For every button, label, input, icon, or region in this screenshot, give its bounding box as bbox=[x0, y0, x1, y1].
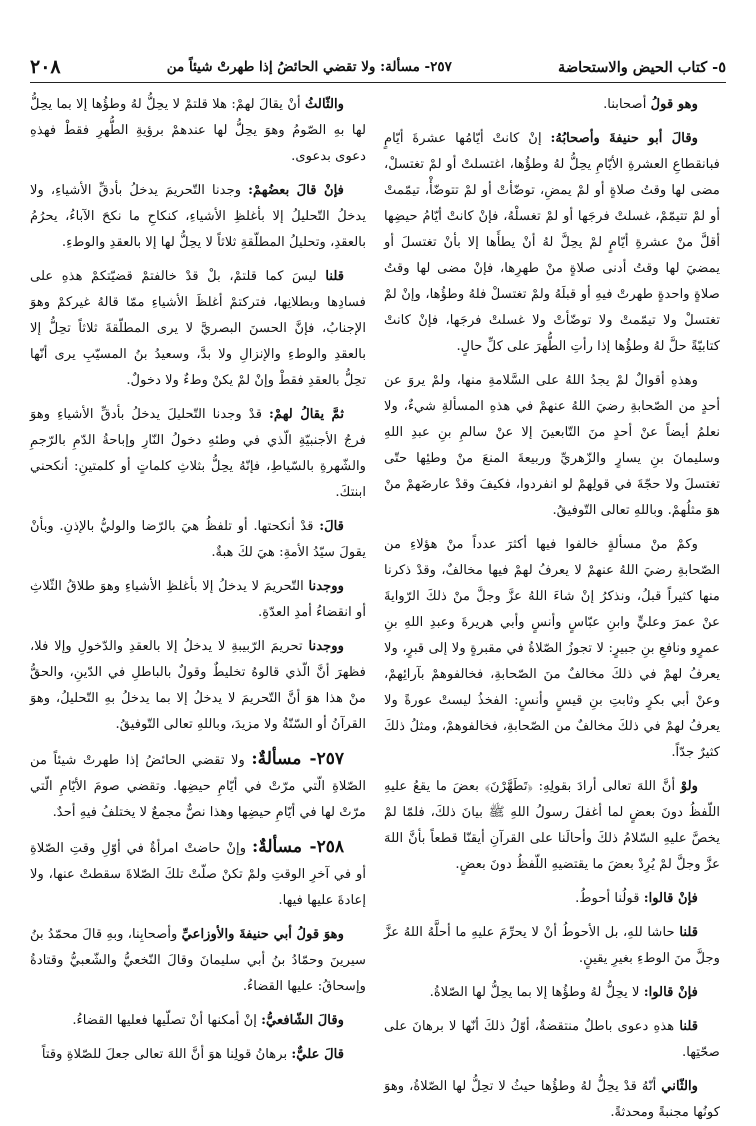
paragraph-lead: ثمَّ يقالُ لهمْ: bbox=[269, 407, 344, 422]
paragraph-text: حاشا للهِ، بل الأحوطُ أنْ لا يحرِّمَ عليهِ ما أحلَّهُ اللهُ عزَّ وجلَّ منَ الوطءِ بغيرِ يقينٍ. bbox=[384, 925, 720, 966]
paragraph-text: قدْ أنكحتها. أو تلفظُ هيَ بالرّضا والوليُّ بالإذنِ. وبأنْ يقولَ سيّدُ الأمةِ: هيَ لكَ هبةٌ. bbox=[30, 519, 366, 560]
paragraph bbox=[30, 1008, 366, 1034]
section-heading-257 bbox=[30, 746, 366, 826]
paragraph-lead: فإنْ قالوا: bbox=[643, 891, 698, 906]
paragraph-lead: قلنا bbox=[679, 1019, 698, 1034]
section-title: ٢٥٧- مسألة: ولا تقضي الحائضُ إذا طهرتْ شيئاً من bbox=[166, 59, 452, 75]
section-heading-258 bbox=[30, 834, 366, 914]
left-column bbox=[30, 92, 366, 1102]
paragraph-lead: فإنْ قالَ بعضُهمْ: bbox=[248, 183, 344, 198]
section-number: ٢٥٨- مسألةٌ: bbox=[251, 837, 344, 857]
paragraph-lead: قلنا bbox=[679, 925, 698, 940]
paragraph-text: وكمْ منْ مسألةٍ خالفوا فيها أكثرَ عدداً منْ هؤلاءِ من الصّحابةِ رضيَ اللهُ عنهمْ لا يعرفُ لهمْ فيها مخالفٌ، وقدْ ذكرنا منها كثيراً قبلُ، ونذكرُ إنْ شاءَ اللهُ عزَّ وجلَّ منْ ذلكَ الرّوايةَ عنْ عمرَ وعليٍّ وابنِ عبّاسٍ وأنسٍ وأبي هريرةَ وعبدِ اللهِ بنِ عمرٍو ونافعِ بنِ جبيرٍ: لا تجوزُ الصّلاةُ في مقبرةٍ ولا إلى قبرٍ، ولا يعرفُ لهمْ في ذلكَ مخالفٌ منَ الصّحابةِ، فخالفوهمْ بآرائِهمْ، وعنْ أبي بكرٍ وثابتِ بنِ قيسٍ وأنسٍ: الفخذُ ليستْ عورةً ولا يعرفُ لهمْ في ذلكَ مخالفٌ من الصّحابةِ، فخالفوهمْ، ومثلُ ذلكَ كثيرٌ جدّاً. bbox=[384, 537, 720, 760]
paragraph-text: أنّهُ قدْ يحِلُّ لهُ وطؤُها حيثُ لا تحِلُّ لها الصّلاةُ، وهوَ كونُها مجنبةً ومحدثةً. bbox=[384, 1079, 720, 1120]
paragraph-text: تحريمَ الرّبيبةِ لا يدخلُ إلا بالعقدِ والدّخولِ وإلا فلا، فظهرَ أنَّ الّذي قالوهُ تخليطٌ وقولٌ بالباطلِ في الدّينِ، والحقُّ منْ هذا هوَ أنَّ التّحريمَ لا يدخلُ إلا بما يدخلُ بهِ التّحليلُ، وهوَ القرآنُ أو السّنّةُ ولا مزيدَ، وباللهِ تعالى التّوفيقُ. bbox=[30, 639, 366, 732]
paragraph-lead: وقالَ أبو حنيفةَ وأصحابُهُ: bbox=[550, 131, 698, 146]
paragraph-lead: قلنا bbox=[325, 269, 344, 284]
paragraph bbox=[30, 178, 366, 256]
paragraph-lead: ووجدنا bbox=[308, 579, 344, 594]
paragraph-text: أنَّ اللهَ تعالى أرادَ بقولِهِ: ﴿تَطَهَّرْنَ﴾ بعضَ ما يقعُ عليهِ اللّفظُ دونَ بعضٍ لما أغفلَ رسولُ اللهِ ﷺ بيانَ ذلكَ، فلمّا لمْ يخصَّ عليهِ السّلامُ ذلكَ وأحالَنا على القرآنِ أيقنّا قطعاً بأنَّ اللهَ عزَّ وجلَّ لمْ يُرِدْ بعضَ ما يقتضيهِ اللّفظُ دونَ بعضٍ. bbox=[384, 779, 720, 872]
paragraph-text: التّحريمَ لا يدخلُ إلا بأغلظِ الأشياءِ وهوَ طلاقُ الثّلاثِ أو انقضاءُ أمدِ العدّةِ. bbox=[30, 579, 366, 620]
paragraph-lead: قالَ: bbox=[319, 519, 344, 534]
paragraph-text: قدْ وجدنا التّحليلَ يدخلُ بأدقِّ الأشياءِ وهوَ فرجُ الأجنبيّةِ الّذي في وطئهِ دخولُ النّارِ وإباحةُ الدّمِ بالرّجمِ والشّهرةِ بالسّياطِ، فإنّهُ يحِلُّ بثلاثِ كلماتٍ أو كلمتينِ: أنكحني ابنتكَ. bbox=[30, 407, 366, 500]
paragraph bbox=[384, 920, 720, 972]
paragraph-text: برهانُ قولِنا هوَ أنَّ اللهَ تعالى جعلَ للصّلاةِ وقتاً bbox=[41, 1047, 292, 1062]
paragraph bbox=[30, 922, 366, 1000]
running-header bbox=[30, 52, 726, 83]
paragraph-text: ولا تقضي الحائضُ إذا طهرتْ شيئاً من الصّلاةِ الّتي مرّتْ في أيّامِ حيضِها. وتقضي صومَ الأيّامِ الّتي مرّتْ لها في أيّامِ حيضِها وهذا نصٌّ مجمعٌ لا يختلفُ فيهِ أحدٌ. bbox=[30, 753, 366, 820]
paragraph-text: وإنْ حاضتْ امرأةٌ في أوّلِ وقتِ الصّلاةِ أو في آخرِ الوقتِ ولمْ تكنْ صلّتْ تلكَ الصّلاةَ سقطتْ عنها، ولا إعادةَ عليها فيها. bbox=[30, 841, 366, 908]
paragraph bbox=[384, 886, 720, 912]
paragraph bbox=[30, 574, 366, 626]
paragraph bbox=[384, 1014, 720, 1066]
paragraph bbox=[384, 980, 720, 1006]
paragraph bbox=[30, 402, 366, 506]
paragraph-lead: وهو قولُ bbox=[650, 97, 698, 112]
paragraph-lead: وهوَ قولُ أبي حنيفةَ والأوزاعيِّ bbox=[181, 927, 344, 942]
book-title: ٥- كتاب الحيض والاستحاضة bbox=[558, 58, 726, 76]
page-number: ٢٠٨ bbox=[30, 56, 61, 78]
paragraph-lead: والثّاني bbox=[661, 1079, 698, 1094]
paragraph bbox=[384, 368, 720, 524]
paragraph-text: لا يحِلُّ لهُ وطؤُها إلا بما يحِلُّ لها الصّلاةُ. bbox=[429, 985, 644, 1000]
paragraph-text: وهذهِ أقوالٌ لمْ يجدُ اللهُ على السَّلامةِ منها، ولمْ يروَ عن أحدٍ من الصّحابةِ رضيَ اللهُ عنهمْ في هذهِ المسألةِ شيءٌ، ولا نعلمُ أيضاً عنْ أحدٍ منَ التّابعينَ إلا عنْ سالمِ بنِ عبدِ اللهِ وسليمانَ بنِ يسارٍ والزّهريِّ وربيعةَ المنعَ منْ وطئِها حتّى تغتسلَ ولا حجّةَ في قولِهمْ لو انفردوا، فكيفَ وقدْ عارضَهمْ منْ هوَ مثلُهمْ. وباللهِ تعالى التّوفيقُ. bbox=[384, 373, 720, 518]
paragraph-text: إنْ كانتْ أيّامُها عشرةَ أيّامٍ فبانقطاعِ العشرةِ الأيّامِ يحِلُّ لهُ وطؤُها، اغتسلتْ أو لمْ تغتسلْ، مضى لها وقتُ صلاةٍ أو لمْ يمضِ، توضّأتْ أو لمْ تتوضّأْ، تيمّمتْ أو لمْ تتيمّمْ، غسلتْ فرجَها أو لمْ تغسلْهُ، فإنْ كانتْ أيّامُ حيضِها أقلَّ منْ عشرةِ أيّامٍ لمْ يحِلَّ لهُ أنْ يطأَها إلا بأنْ تغتسلَ أو يمضيَ لها وقتُ أدنى صلاةٍ منْ طهرِها، فإنْ مضى لها وقتُ صلاةٍ واحدةٍ طهرتْ فيهِ أو قبلَهُ ولمْ تغتسلْ فلهُ وطؤُها، وإنْ لمْ تغتسلْ ولا تيمّمتْ ولا توضّأتْ ولا غسلتْ فرجَها، فإنْ كانتْ كتابيّةً حلَّ لهُ وطؤُها إذا رأتِ الطُّهرَ على كلِّ حالٍ. bbox=[384, 131, 720, 354]
paragraph bbox=[30, 514, 366, 566]
paragraph bbox=[384, 126, 720, 360]
section-number: ٢٥٧- مسألةٌ: bbox=[251, 749, 345, 769]
paragraph-text: ليسَ كما قلتمْ، بلْ قدْ خالفتمْ قضيّتكمْ هذهِ على فسادِها وبطلانِها، فتركتمْ أغلظَ الأشياءِ ممّا قالهُ غيركمْ وهوَ الإجنابُ، فإنَّ الحسنَ البصريَّ لا يرى المطلّقةَ ثلاثاً تحِلُّ إلا بالعقدِ والوطءِ والإنزالِ ولا بدَّ، وسعيدُ بنُ المسيّبِ يرى أنّها تحِلُّ بالعقدِ فقطْ وإنْ لمْ يكنْ وطءٌ ولا دخولٌ. bbox=[30, 269, 366, 388]
paragraph-text: وجدنا التّحريمَ يدخلُ بأدقِّ الأشياءِ، ولا يدخلُ التّحليلُ إلا بأغلظِ الأشياءِ، كنكاحِ ما نكحَ الآباءُ، يحرُمُ بالعقدِ، وتحليلُ المطلّقةِ ثلاثاً لا يحِلُّ لها إلا بالعقدِ والوطءِ. bbox=[30, 183, 366, 250]
paragraph-lead: فإنْ قالوا: bbox=[643, 985, 698, 1000]
paragraph bbox=[384, 1074, 720, 1126]
right-column bbox=[384, 92, 720, 1120]
paragraph-text: قولُنا أحوطُ. bbox=[575, 891, 644, 906]
paragraph bbox=[384, 532, 720, 766]
paragraph bbox=[30, 92, 366, 170]
paragraph-lead: ولوْ bbox=[680, 779, 698, 794]
paragraph-text: وأصحابِنا، وبهِ قالَ محمّدُ بنُ سيرينَ وحمّادُ بنُ أبي سليمانَ وقالَ النّخعيُّ والشّعبيُّ وقتادةُ وإسحاقُ: عليها القضاءُ. bbox=[30, 927, 366, 994]
paragraph-lead: والثّالثُ bbox=[304, 97, 344, 112]
paragraph-lead: ووجدنا bbox=[308, 639, 344, 654]
paragraph bbox=[30, 264, 366, 394]
paragraph-text: أصحابنا. bbox=[603, 97, 651, 112]
paragraph-text: هذهِ دعوى باطلٌ منتقضةٌ، أوّلُ ذلكَ أنّها لا برهانَ على صحّتِها. bbox=[384, 1019, 720, 1060]
paragraph bbox=[384, 774, 720, 878]
paragraph-lead: قالَ عليٌّ: bbox=[291, 1047, 344, 1062]
paragraph-text: إنْ أمكنها أنْ تصلّيها فعليها القضاءُ. bbox=[72, 1013, 262, 1028]
paragraph bbox=[384, 92, 720, 118]
paragraph-text: أنْ يقالَ لهمْ: هلا قلتمْ لا يحِلُّ لهُ وطؤُها إلا بما يحِلُّ لها بهِ الصّومُ وهوَ يحِلُّ لها عندهمْ برؤيةِ الطُّهرِ فقطْ فهذهِ دعوى بدعوى. bbox=[30, 97, 366, 164]
paragraph bbox=[30, 1042, 366, 1068]
paragraph-lead: وقالَ الشّافعيُّ: bbox=[261, 1013, 344, 1028]
paragraph bbox=[30, 634, 366, 738]
